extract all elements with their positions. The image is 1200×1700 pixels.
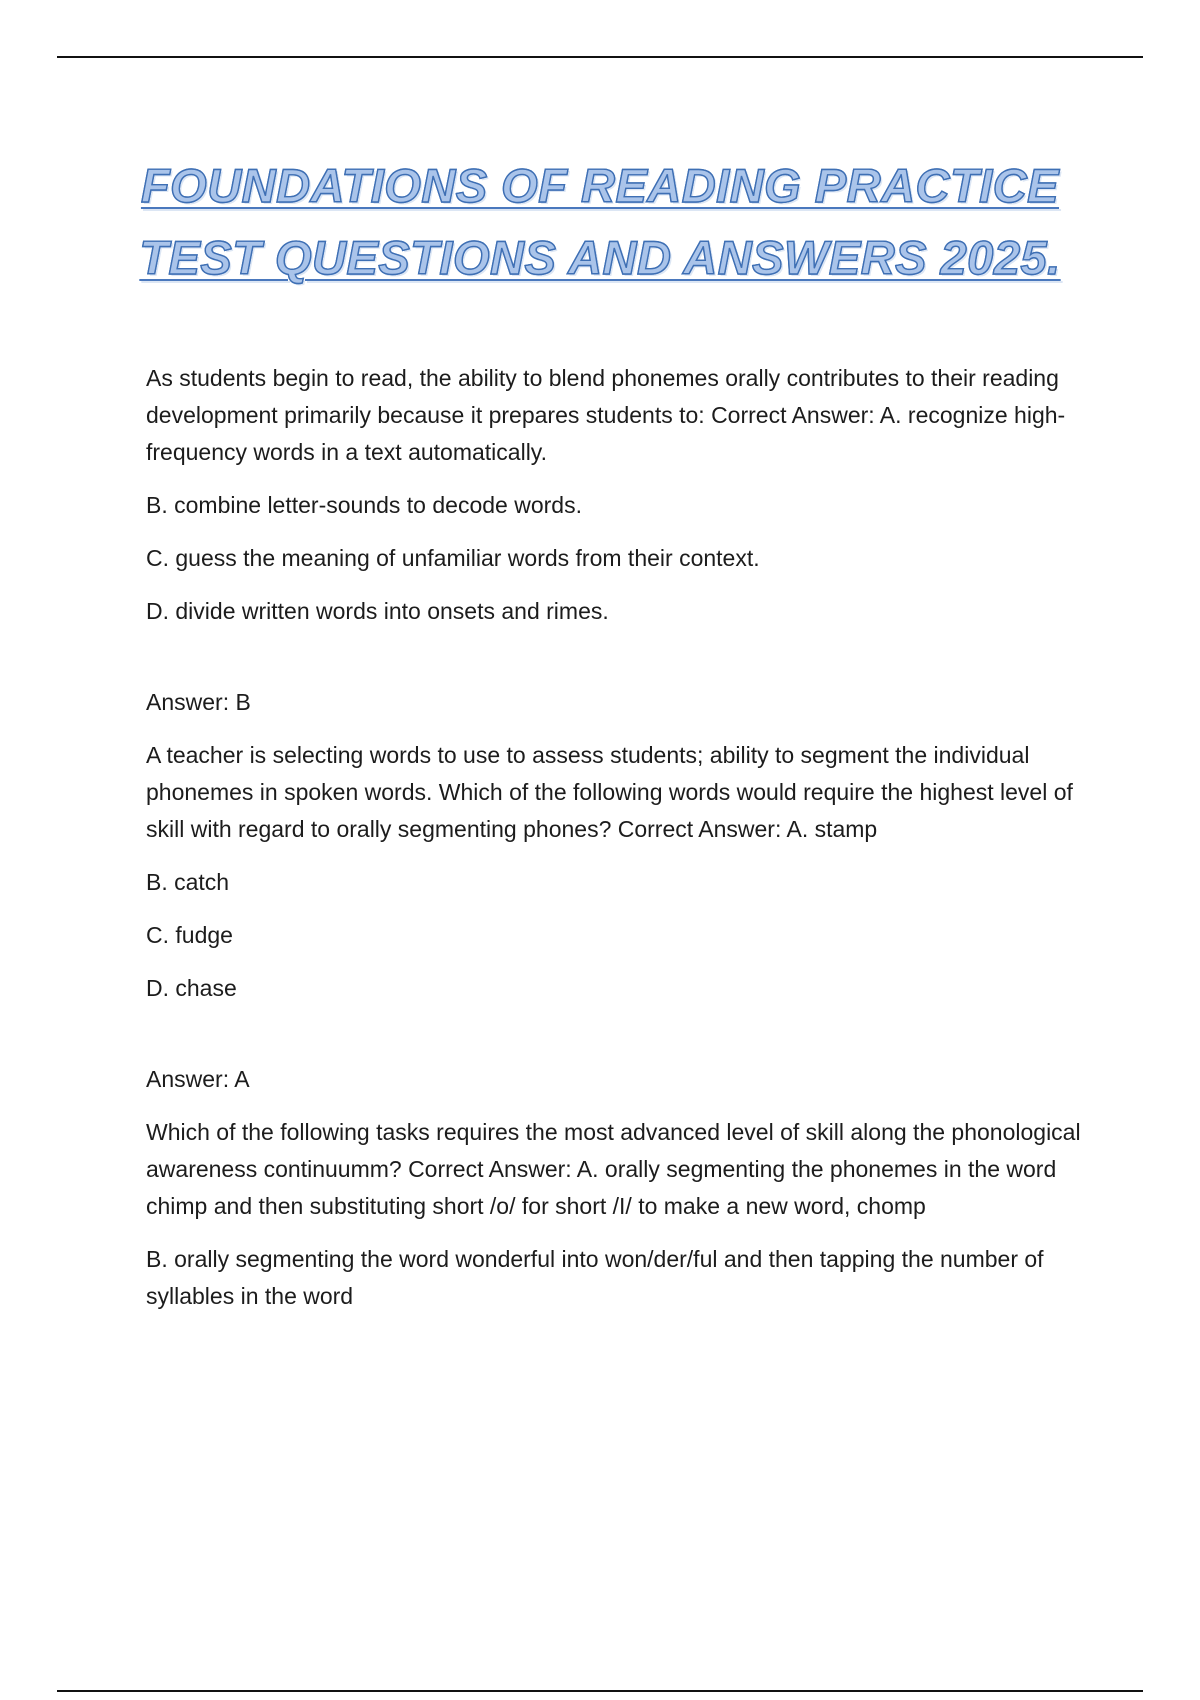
option-c: C. guess the meaning of unfamiliar words from their context. <box>146 545 760 571</box>
answer-line: Answer: B <box>146 689 251 715</box>
option-b: B. combine letter-sounds to decode words. <box>146 492 582 518</box>
answer-line: Answer: A <box>146 1066 250 1092</box>
header-rule <box>57 56 1143 58</box>
question-stem: As students begin to read, the ability to blend phonemes orally contributes to their reading development primarily because it prepares students to: Correct Answer: A. recognize high-frequency words in a text automatically. <box>146 365 1066 465</box>
option-b: B. catch <box>146 869 230 895</box>
option-d: D. chase <box>146 975 237 1001</box>
footer-rule <box>57 1690 1143 1692</box>
title-line-2: TEST QUESTIONS AND ANSWERS 2025. <box>139 231 1061 284</box>
document-title <box>0 150 1200 294</box>
option-c: C. fudge <box>146 922 233 948</box>
option-b: B. orally segmenting the word wonderful into won/der/ful and then tapping the number of syllables in the word <box>146 1246 1044 1309</box>
title-line-1: FOUNDATIONS OF READING PRACTICE <box>140 159 1060 212</box>
document-body <box>146 360 1096 1331</box>
question-stem: A teacher is selecting words to use to assess students; ability to segment the individual phonemes in spoken words. Which of the following words would require the highest level of skill with regard to orally segmenting phones? Correct Answer: A. stamp <box>146 742 1073 842</box>
question-stem: Which of the following tasks requires the most advanced level of skill along the phonological awareness continuumm? Correct Answer: A. orally segmenting the phonemes in the word chimp and then substituting short /o/ for short /I/ to make a new word, chomp <box>146 1119 1081 1219</box>
option-d: D. divide written words into onsets and rimes. <box>146 598 609 624</box>
